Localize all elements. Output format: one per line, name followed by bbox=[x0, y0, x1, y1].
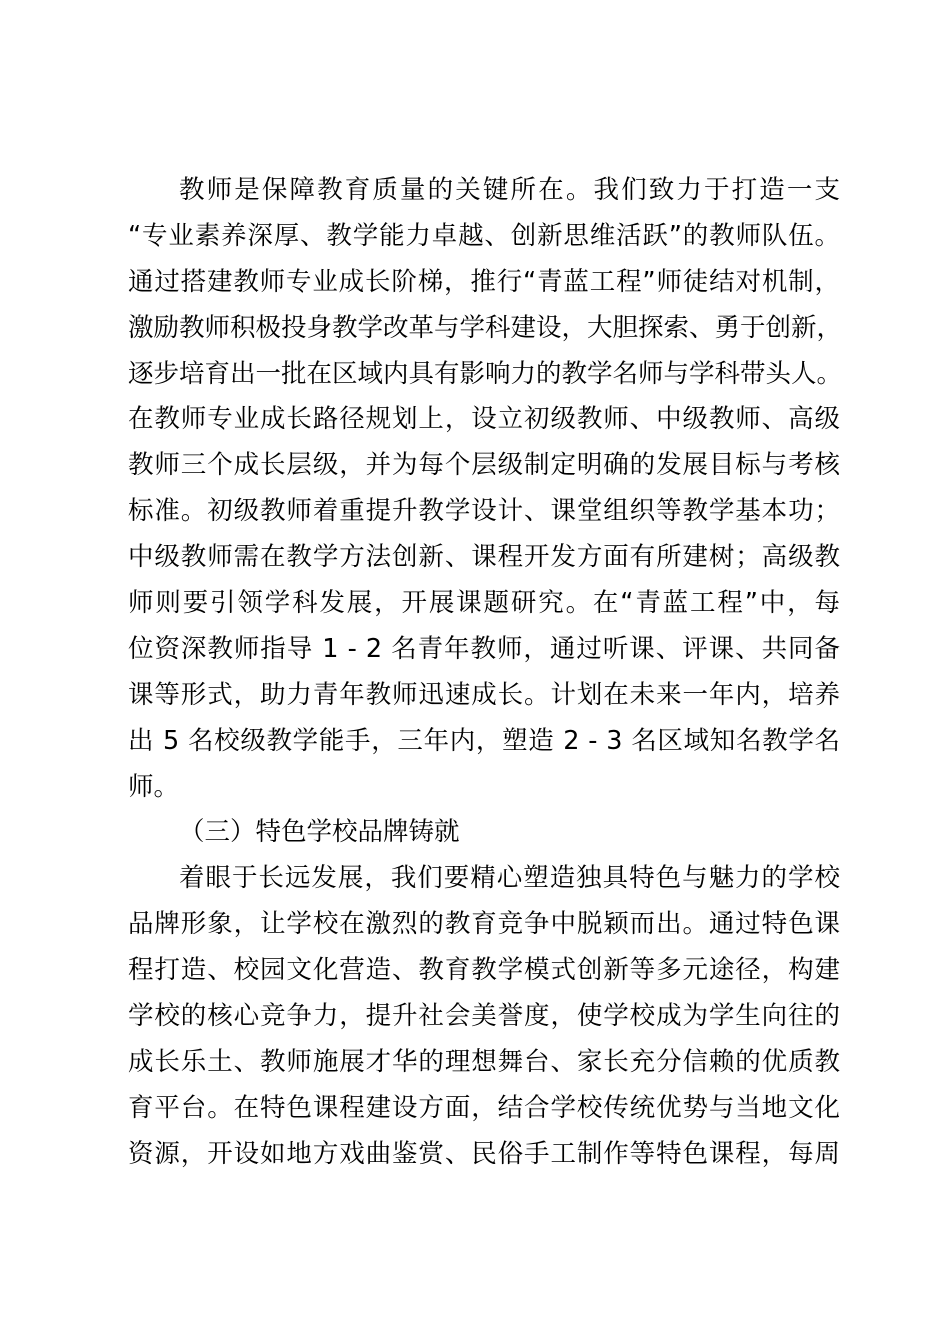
text-line: 资源，开设如地方戏曲鉴赏、民俗手工制作等特色课程，每周 bbox=[128, 1138, 840, 1169]
text-line: 中级教师需在教学方法创新、课程开发方面有所建树；高级教 bbox=[128, 542, 840, 573]
text-line: 逐步培育出一批在区域内具有影响力的教学名师与学科带头人。 bbox=[128, 358, 843, 389]
text-line: 学校的核心竞争力，提升社会美誉度，使学校成为学生向往的 bbox=[128, 1001, 840, 1032]
text-line: 在教师专业成长路径规划上，设立初级教师、中级教师、高级 bbox=[128, 404, 840, 435]
text-line: 位资深教师指导 1 - 2 名青年教师，通过听课、评课、共同备 bbox=[128, 633, 840, 664]
text-line: 激励教师积极投身教学改革与学科建设，大胆探索、勇于创新， bbox=[128, 312, 843, 343]
text-line: 课等形式，助力青年教师迅速成长。计划在未来一年内，培养 bbox=[128, 679, 840, 710]
text-line: 育平台。在特色课程建设方面，结合学校传统优势与当地文化 bbox=[128, 1092, 840, 1123]
text-line: 标准。初级教师着重提升教学设计、课堂组织等教学基本功； bbox=[128, 496, 840, 527]
text-line: 通过搭建教师专业成长阶梯，推行“青蓝工程”师徒结对机制， bbox=[128, 266, 840, 297]
section-heading: （三）特色学校品牌铸就 bbox=[179, 817, 460, 848]
document-page bbox=[128, 168, 843, 1178]
text-line: 师。 bbox=[128, 771, 180, 802]
text-line: “专业素养深厚、教学能力卓越、创新思维活跃”的教师队伍。 bbox=[128, 220, 840, 251]
text-line: 师则要引领学科发展，开展课题研究。在“青蓝工程”中，每 bbox=[128, 588, 840, 619]
text-line: 教师三个成长层级，并为每个层级制定明确的发展目标与考核 bbox=[128, 450, 840, 481]
paragraph-brand bbox=[128, 856, 840, 1177]
text-line: 教师是保障教育质量的关键所在。我们致力于打造一支 bbox=[179, 175, 840, 205]
text-line: 成长乐土、教师施展才华的理想舞台、家长充分信赖的优质教 bbox=[128, 1046, 840, 1077]
text-line: 品牌形象，让学校在激烈的教育竞争中脱颖而出。通过特色课 bbox=[128, 909, 840, 940]
paragraph-teachers bbox=[128, 168, 843, 810]
text-line: 着眼于长远发展，我们要精心塑造独具特色与魅力的学校 bbox=[179, 863, 840, 894]
text-line: 出 5 名校级教学能手，三年内，塑造 2 - 3 名区域知名教学名 bbox=[128, 725, 840, 756]
text-line: 程打造、校园文化营造、教育教学模式创新等多元途径，构建 bbox=[128, 955, 840, 986]
